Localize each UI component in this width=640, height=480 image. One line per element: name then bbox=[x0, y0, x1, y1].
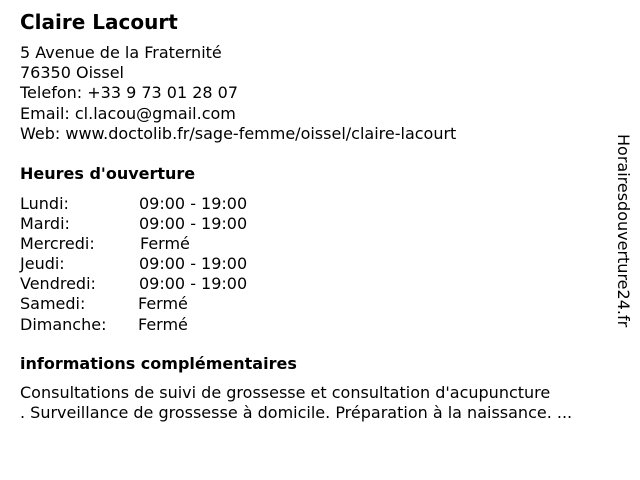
day-label: Dimanche: bbox=[20, 314, 107, 334]
address-street: 5 Avenue de la Fraternité bbox=[20, 43, 222, 62]
email-address: Email: cl.lacou@gmail.com bbox=[20, 103, 236, 123]
business-name: Claire Lacourt bbox=[20, 10, 178, 34]
hours-value: 09:00 - 19:00 bbox=[139, 214, 248, 234]
day-label: Mercredi: bbox=[20, 234, 95, 254]
phone-number: Telefon: +33 9 73 01 28 07 bbox=[20, 83, 239, 103]
additional-info-text bbox=[20, 383, 572, 423]
site-watermark: Horairesdouverture24.fr bbox=[614, 134, 633, 328]
website-url: Web: www.doctolib.fr/sage-femme/oissel/claire-lacourt bbox=[20, 123, 457, 143]
hours-value: Fermé bbox=[138, 294, 188, 314]
hours-value: 09:00 - 19:00 bbox=[139, 254, 248, 274]
contact-block bbox=[20, 43, 456, 144]
additional-info-heading: informations complémentaires bbox=[20, 354, 297, 373]
day-label: Mardi: bbox=[20, 214, 70, 234]
hours-value: 09:00 - 19:00 bbox=[139, 194, 248, 213]
day-label: Jeudi: bbox=[20, 254, 65, 274]
hours-value: 09:00 - 19:00 bbox=[139, 274, 248, 294]
day-label: Vendredi: bbox=[20, 274, 96, 294]
info-line-2: . Surveillance de grossesse à domicile. Préparation à la naissance. ... bbox=[20, 403, 573, 422]
opening-hours-heading: Heures d'ouverture bbox=[20, 164, 196, 183]
info-line-1: Consultations de suivi de grossesse et consultation d'acupuncture bbox=[20, 383, 551, 402]
day-label: Samedi: bbox=[20, 294, 86, 314]
address-city: 76350 Oissel bbox=[20, 63, 124, 83]
day-label: Lundi: bbox=[20, 194, 69, 213]
hours-value: Fermé bbox=[140, 234, 190, 254]
hours-value: Fermé bbox=[138, 314, 188, 334]
